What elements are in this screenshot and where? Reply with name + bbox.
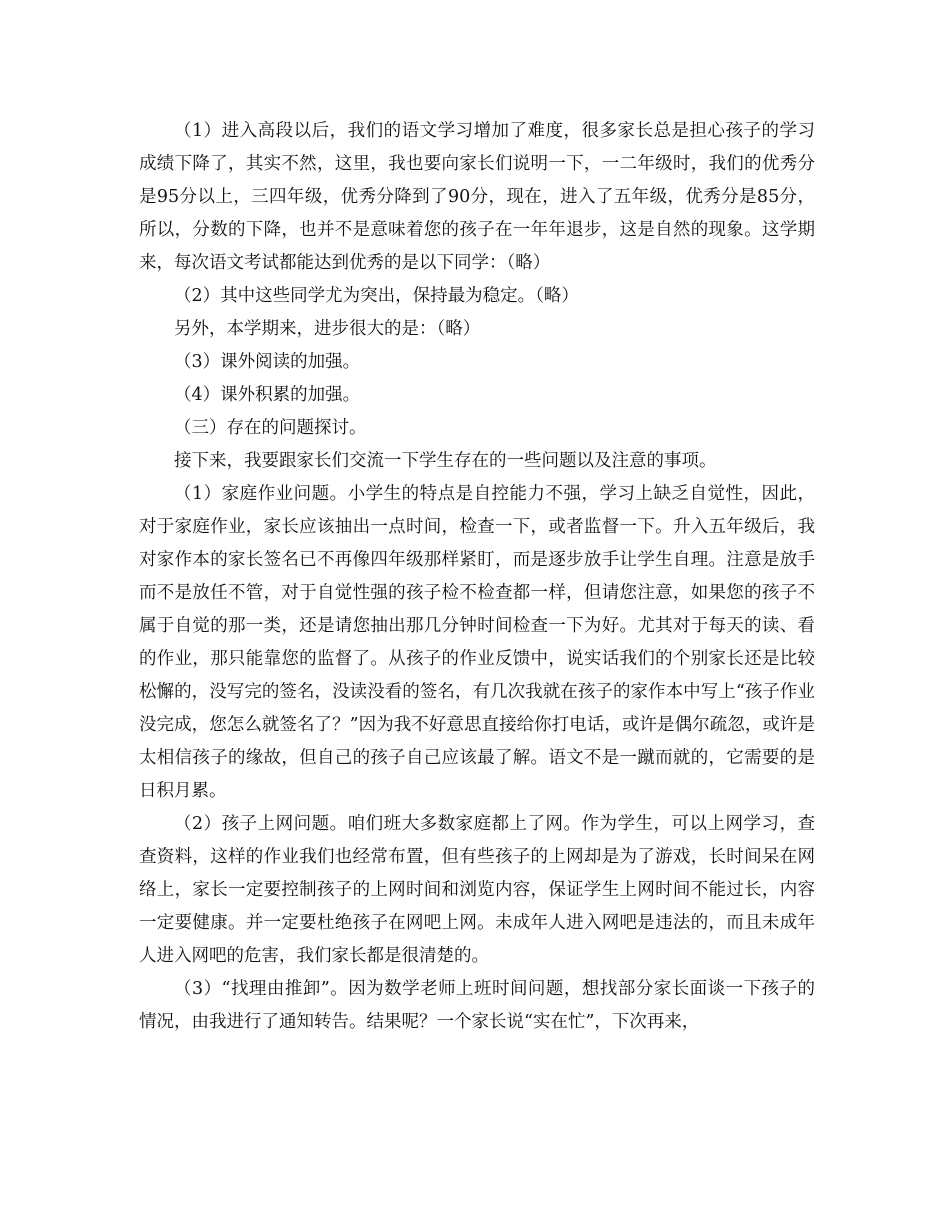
document-body [139,115,815,1039]
paragraph-homework-issue: （1）家庭作业问题。小学生的特点是自控能力不强，学习上缺乏自觉性，因此，对于家庭作业，家长应该抽出一点时间，检查一下，或者监督一下。升入五年级后，我对家作本的家长签名已不再像四年级那样紧盯，而是逐步放手让学生自理。注意是放手而不是放任不管，对于自觉性强的孩子检不检查都一样，但请您注意，如果您的孩子不属于自觉的那一类，还是请您抽出那几分钟时间检查一下为好。尤其对于每天的读、看的作业，那只能靠您的监督了。从孩子的作业反馈中，说实话我们的个别家长还是比较松懈的，没写完的签名，没读没看的签名，有几次我就在孩子的家作本中写上“孩子作业没完成，您怎么就签名了？”因为我不好意思直接给你打电话，或许是偶尔疏忽，或许是太相信孩子的缘故，但自己的孩子自己应该最了解。语文不是一蹴而就的，它需要的是日积月累。 [139,484,815,801]
paragraph-outstanding-students: （2）其中这些同学尤为突出，保持最为稳定。（略） [174,286,579,306]
paragraph-progress-students: 另外，本学期来，进步很大的是：（略） [174,319,481,339]
section-heading-problems: （三）存在的问题探讨。 [174,418,367,438]
paragraph-intro-problems: 接下来，我要跟家长们交流一下学生存在的一些问题以及注意的事项。 [174,451,717,471]
paragraph-reading: （3）课外阅读的加强。 [174,352,361,372]
paragraph-grade-standards: （1）进入高段以后，我们的语文学习增加了难度，很多家长总是担心孩子的学习成绩下降了，其实不然，这里，我也要向家长们说明一下，一二年级时，我们的优秀分是95分以上，三四年级，优秀分降到了90分，现在，进入了五年级，优秀分是85分，所以，分数的下降，也并不是意味着您的孩子在一年年退步，这是自然的现象。这学期来，每次语文考试都能达到优秀的是以下同学：（略） [139,121,815,273]
paragraph-excuses-issue: （3）“找理由推卸”。因为数学老师上班时间问题，想找部分家长面谈一下孩子的情况，由我进行了通知转告。结果呢？一个家长说“实在忙”，下次再来， [139,979,815,1032]
paragraph-accumulation: （4）课外积累的加强。 [174,385,361,405]
paragraph-internet-issue: （2）孩子上网问题。咱们班大多数家庭都上了网。作为学生，可以上网学习，查查资料，这样的作业我们也经常布置，但有些孩子的上网却是为了游戏，长时间呆在网络上，家长一定要控制孩子的上网时间和浏览内容，保证学生上网时间不能过长，内容一定要健康。并一定要杜绝孩子在网吧上网。未成年人进入网吧是违法的，而且未成年人进入网吧的危害，我们家长都是很清楚的。 [139,814,815,966]
